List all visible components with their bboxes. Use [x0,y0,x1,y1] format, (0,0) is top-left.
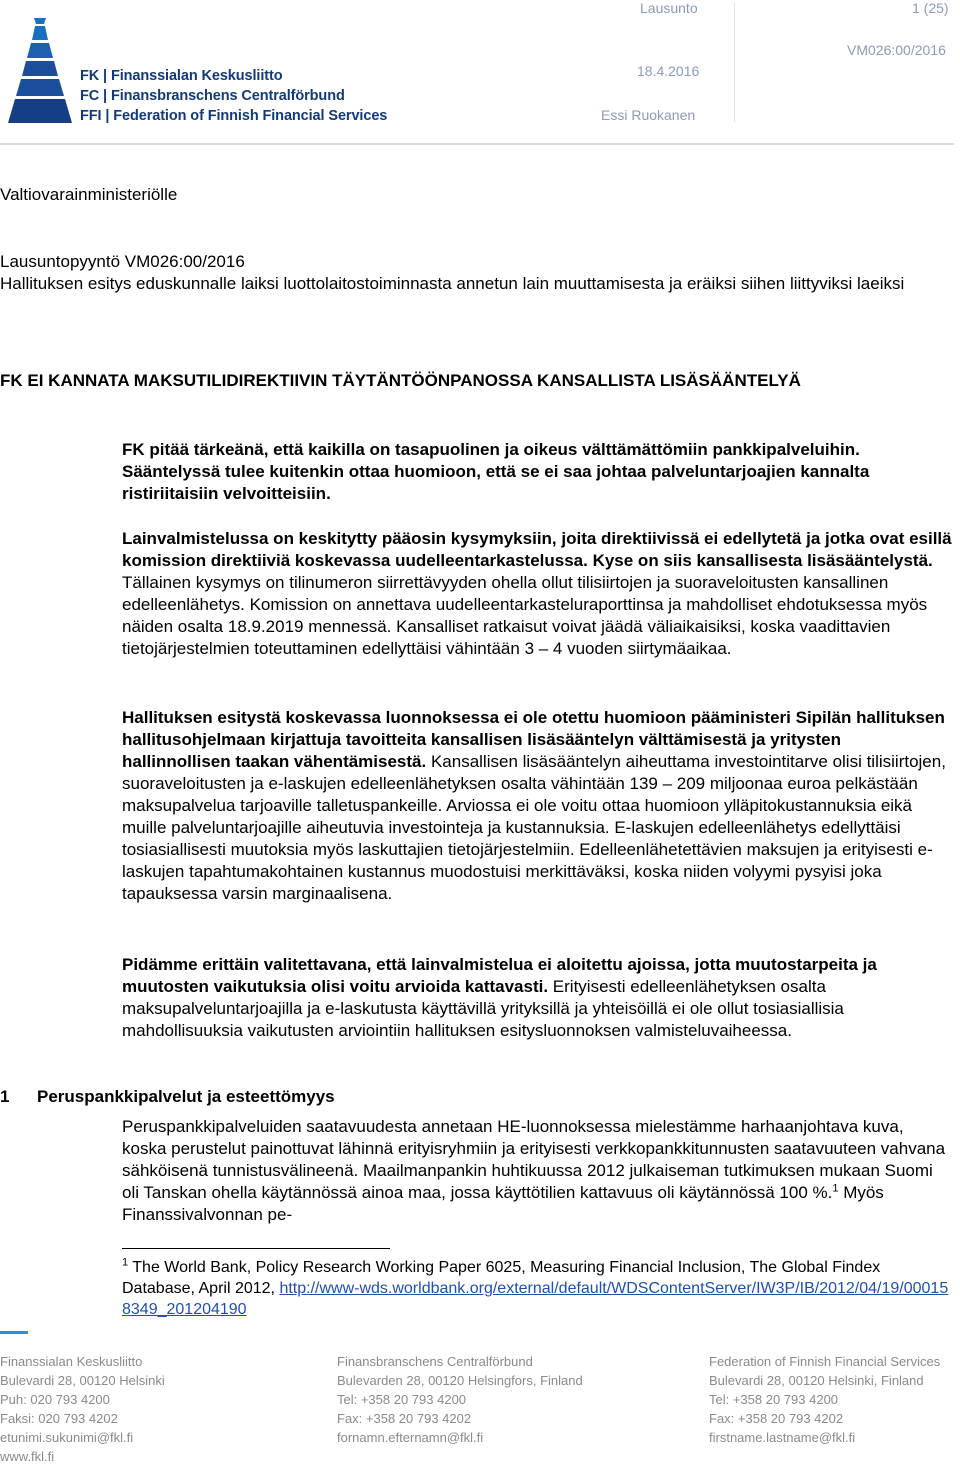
header-rule [0,143,954,145]
paragraph-4 [122,954,952,1042]
footer-email-sv[interactable]: fornamn.efternamn@fkl.fi [337,1430,484,1445]
section-title: Peruspankkipalvelut ja esteettömyys [37,1087,335,1106]
section-text: Peruspankkipalveluiden saatavuudesta annetaan HE-luonnoksessa mielestämme harhaanjohtava kuva, koska perustelut painottuvat lähinnä erityisryhmiin ja erityisesti verkkopankkitunnusten saatavuuteen vahvana sähköisenä tunnistusvälineenä. Maailmanpankin huhtikuussa 2012 julkaiseman tutkimuksen mukaan Suomi oli Tanskan ohella käytännössä ainoa maa, jossa käyttötilien kattavuus oli käytännössä 100 %. [122,1117,946,1202]
doc-date: 18.4.2016 [637,63,700,79]
footer-address-fi: Bulevardi 28, 00120 Helsinki [0,1373,165,1388]
footer-phone-sv: Tel: +358 20 793 4200 [337,1392,467,1407]
logo-line-ffi: FFI | Federation of Finnish Financial Services [80,108,388,124]
logo-line-fc: FC | Finansbranschens Centralförbund [80,88,345,104]
paragraph-2-text: Tällainen kysymys on tilinumeron siirrettävyyden ohella ollut tilisiirtojen ja suoraveloitusten kansallinen edelleenlähetys. Komission on annettava uudelleentarkasteluraporttinsa ja mahdolliset ehdotuksessa myös näiden osalta 18.9.2019 mennessä. Kansalliset ratkaisut voivat jäädä väliaikaisiksi, koska vaadittavien tietojärjestelmien toteuttaminen edellyttäisi vähintään 3 – 4 vuoden siirtymäaikaa. [122,573,928,658]
footer-org-fi: Finanssialan Keskusliitto [0,1354,143,1369]
footnote-text: The World Bank, Policy Research Working Paper 6025, Measuring Financial Inclusion, The Global Findex Database, April 2012, [122,1259,881,1297]
paragraph-4-bold: Pidämme erittäin valitettavana, että lainvalmistelua ei aloitettu ajoissa, jotta muutostarpeita ja muutosten vaikutuksia olisi voitu arvioida kattavasti. [122,955,877,996]
footer-phone-fi: Puh: 020 793 4200 [0,1392,110,1407]
page-number: 1 (25) [912,0,949,16]
subject [0,251,952,295]
footer-org-sv: Finansbranschens Centralförbund [337,1354,533,1369]
paragraph-4-text: Erityisesti edelleenlähetyksen osalta maksupalveluntarjoajilla ja e-laskutusta käyttävillä yrityksillä ja yhteisöillä ei ole ollut tosiasiallisia mahdollisuuksia vaikutusten arviointiin hallituksen esitysluonnoksen valmisteluvaiheessa. [122,977,844,1040]
footer-address-en: Bulevardi 28, 00120 Helsinki, Finland [709,1373,924,1388]
footer-phone-en: Tel: +358 20 793 4200 [709,1392,839,1407]
footer-fax-en: Fax: +358 20 793 4202 [709,1411,844,1426]
footer-column-fi [0,1352,165,1466]
section-paragraph [122,1116,952,1226]
paragraph-3-bold: Hallituksen esitystä koskevassa luonnoksessa ei ole otettu huomioon pääministeri Sipilän hallituksen hallitusohjelmaan kirjattuja tavoitteita kansallisen lisäsääntelyn välttämisestä ja yritysten hallinnollisen taakan vähentämisestä. [122,708,945,771]
doc-reference: VM026:00/2016 [847,42,946,58]
footer-org-en: Federation of Finnish Financial Services [709,1354,941,1369]
paragraph-2 [122,528,952,660]
fk-logo [0,18,390,128]
logo-line-fk: FK | Finanssialan Keskusliitto [80,68,283,84]
footer-accent-bar [0,1331,28,1334]
fk-logo-icon [0,18,80,126]
paragraph-3 [122,707,952,905]
footnote [122,1257,954,1320]
paragraph-3-text: Kansallisen lisäsääntelyn aiheuttama investointitarve olisi tilisiirtojen, suoraveloitusten ja e-laskujen edelleenlähetyksen osalta vähintään 139 – 209 miljoonaa euroa pelkästään maksupalvelua tarjoaville talletuspankeille. Arviossa ei ole voitu ottaa huomioon ylläpitokustannuksia eikä muille palveluntarjoajille aiheutuvia investointeja ja kustannuksia. E-laskujen edelleenlähetys edellyttäisi tosiasiallisesti muutoksia myös laskuttajien tietojärjestelmiin. Edelleenlähetettävien maksujen ja erityisesti e-laskujen tapahtumakohtainen kustannus muodostuisi merkittäväksi, koska niiden volyymi pysyisi joka tapauksessa varsin marginaalisena. [122,752,946,903]
doc-author: Essi Ruokanen [601,107,696,123]
footer-fax-fi: Faksi: 020 793 4202 [0,1411,118,1426]
subject-line-1: Lausuntopyyntö VM026:00/2016 [0,252,245,271]
footer-website[interactable]: www.fkl.fi [0,1449,55,1464]
footer-column-en [709,1352,940,1447]
doc-type: Lausunto [640,0,698,16]
footnote-separator [122,1248,390,1249]
footer-fax-sv: Fax: +358 20 793 4202 [337,1411,472,1426]
paragraph-1: FK pitää tärkeänä, että kaikilla on tasapuolinen ja oikeus välttämättömiin pankkipalveluihin. Sääntelyssä tulee kuitenkin ottaa huomioon, että se ei saa johtaa palveluntarjoajien kannalta ristiriitaisiin velvoitteisiin. [122,440,870,503]
subject-line-2: Hallituksen esitys eduskunnalle laiksi luottolaitostoiminnasta annetun lain muuttamisesta ja eräiksi siihen liittyviksi laeiksi [0,274,905,293]
footnote-ref[interactable]: 1 [832,1182,839,1195]
header-divider [734,2,735,122]
paragraph-2-bold: Lainvalmistelussa on keskitytty pääosin kysymyksiin, joita direktiivissä ei edellytetä ja jotka ovat esillä komission direktiiviä koskevassa uudelleentarkastelussa. Kyse on siis kansallisesta lisäsääntelystä. [122,529,952,570]
footer-email-fi[interactable]: etunimi.sukunimi@fkl.fi [0,1430,134,1445]
section-number: 1 [0,1087,10,1106]
recipient: Valtiovarainministeriölle [0,185,178,204]
footnote-number: 1 [122,1256,129,1269]
main-heading: FK EI KANNATA MAKSUTILIDIREKTIIVIN TÄYTÄNTÖÖNPANOSSA KANSALLISTA LISÄSÄÄNTELYÄ [0,371,801,390]
section-text-continued: Myös Finanssivalvonnan pe- [122,1183,884,1224]
footer-column-sv [337,1352,583,1447]
footnote-link[interactable]: http://www-wds.worldbank.org/external/default/WDSContentServer/IW3P/IB/2012/04/19/000158349_201204190 [122,1280,949,1318]
footer-address-sv: Bulevarden 28, 00120 Helsingfors, Finland [337,1373,583,1388]
footer-email-en[interactable]: firstname.lastname@fkl.fi [709,1430,856,1445]
